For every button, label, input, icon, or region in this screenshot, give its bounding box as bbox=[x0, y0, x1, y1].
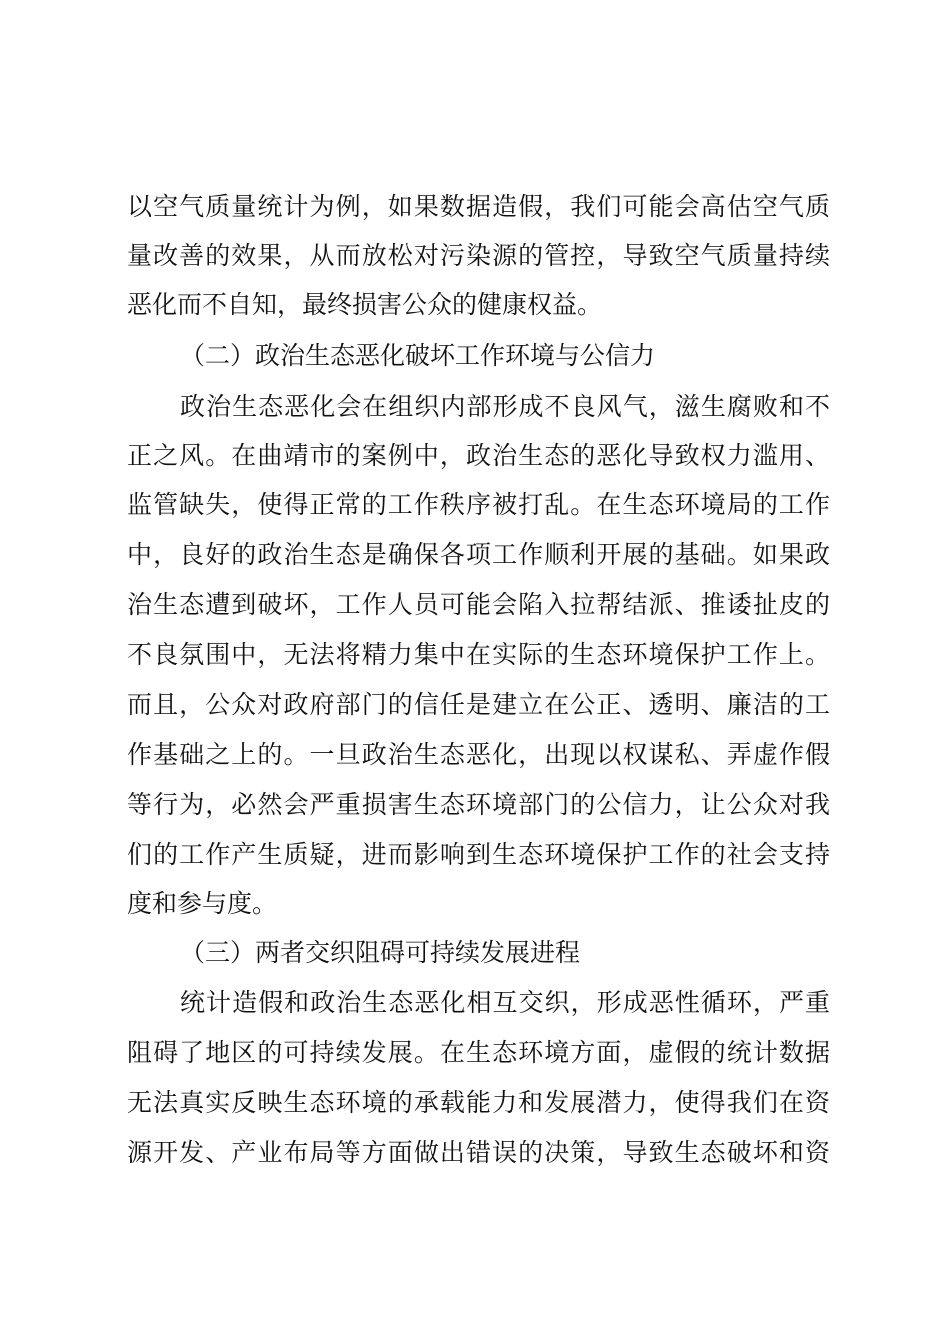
paragraph-line: 治生态遭到破坏，工作人员可能会陷入拉帮结派、推诿扯皮的 bbox=[127, 590, 830, 619]
paragraph-line: 阻碍了地区的可持续发展。在生态环境方面，虚假的统计数据 bbox=[127, 1038, 830, 1067]
paragraph-line: 不良氛围中，无法将精力集中在实际的生态环境保护工作上。 bbox=[127, 640, 830, 669]
section-heading: （三）两者交织阻碍可持续发展进程 bbox=[180, 938, 581, 967]
paragraph-line: 无法真实反映生态环境的承载能力和发展潜力，使得我们在资 bbox=[127, 1088, 830, 1117]
paragraph-line: 监管缺失，使得正常的工作秩序被打乱。在生态环境局的工作 bbox=[127, 490, 830, 519]
paragraph-line: 源开发、产业布局等方面做出错误的决策，导致生态破坏和资 bbox=[127, 1138, 830, 1167]
paragraph-line: 统计造假和政治生态恶化相互交织，形成恶性循环，严重 bbox=[180, 988, 830, 1017]
paragraph-line: 们的工作产生质疑，进而影响到生态环境保护工作的社会支持 bbox=[127, 840, 830, 869]
paragraph-line: 而且，公众对政府部门的信任是建立在公正、透明、廉洁的工 bbox=[127, 690, 830, 719]
paragraph-line: 等行为，必然会严重损害生态环境部门的公信力，让公众对我 bbox=[127, 790, 830, 819]
paragraph-line: 恶化而不自知，最终损害公众的健康权益。 bbox=[127, 290, 603, 319]
paragraph-line: 作基础之上的。一旦政治生态恶化，出现以权谋私、弄虚作假 bbox=[127, 740, 830, 769]
paragraph-line: 量改善的效果，从而放松对污染源的管控，导致空气质量持续 bbox=[127, 241, 830, 270]
section-heading: （二）政治生态恶化破坏工作环境与公信力 bbox=[180, 341, 656, 370]
paragraph-line: 正之风。在曲靖市的案例中，政治生态的恶化导致权力滥用、 bbox=[127, 441, 830, 470]
paragraph-line: 以空气质量统计为例，如果数据造假，我们可能会高估空气质 bbox=[127, 192, 830, 221]
paragraph-line: 度和参与度。 bbox=[127, 889, 278, 918]
paragraph-line: 中，良好的政治生态是确保各项工作顺利开展的基础。如果政 bbox=[127, 540, 830, 569]
paragraph-line: 政治生态恶化会在组织内部形成不良风气，滋生腐败和不 bbox=[180, 392, 830, 421]
